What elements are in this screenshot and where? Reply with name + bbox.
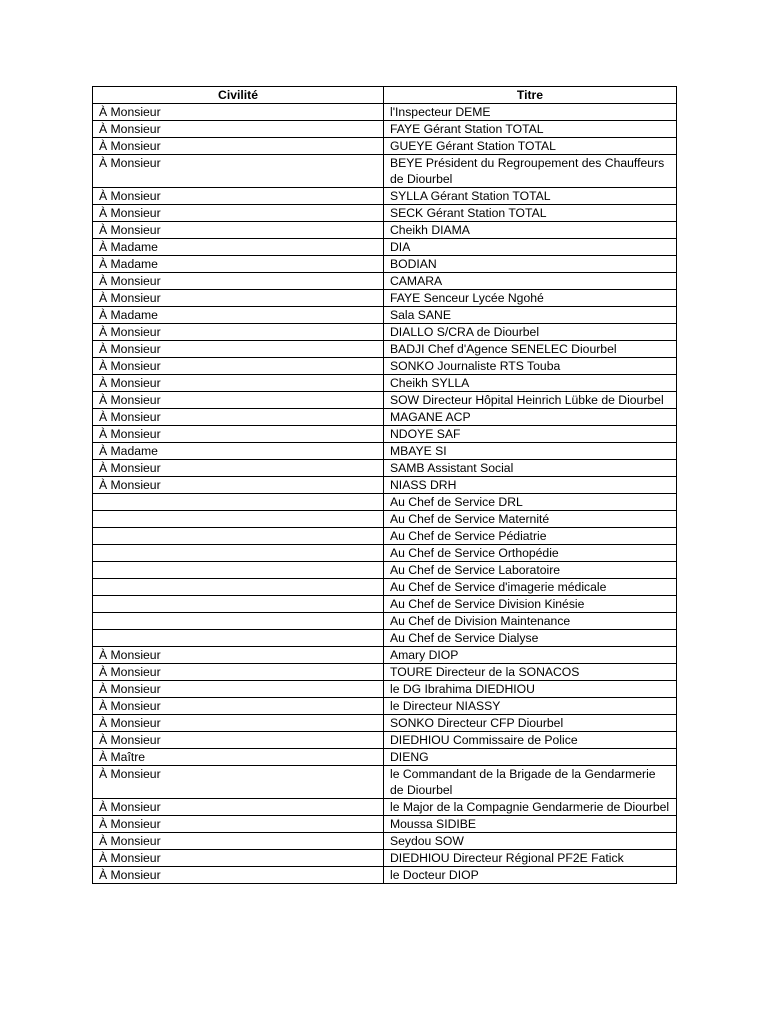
titre-cell: FAYE Gérant Station TOTAL [384, 121, 677, 138]
titre-cell: Au Chef de Service Pédiatrie [384, 528, 677, 545]
titre-cell: Au Chef de Service Dialyse [384, 630, 677, 647]
table-row [93, 460, 677, 477]
civilite-cell: À Madame [93, 443, 384, 460]
civilite-cell: À Monsieur [93, 104, 384, 121]
table-row [93, 290, 677, 307]
titre-cell: FAYE Senceur Lycée Ngohé [384, 290, 677, 307]
civilite-cell [93, 562, 384, 579]
civilite-cell [93, 511, 384, 528]
titre-cell: SECK Gérant Station TOTAL [384, 205, 677, 222]
table-row [93, 188, 677, 205]
titre-cell: Au Chef de Division Maintenance [384, 613, 677, 630]
civilite-cell: À Monsieur [93, 341, 384, 358]
civilite-cell: À Monsieur [93, 290, 384, 307]
table-row [93, 850, 677, 867]
civilite-cell: À Madame [93, 307, 384, 324]
titre-cell: SONKO Directeur CFP Diourbel [384, 715, 677, 732]
table-row [93, 222, 677, 239]
civilite-cell: À Monsieur [93, 222, 384, 239]
titre-cell: Au Chef de Service Maternité [384, 511, 677, 528]
table-row [93, 630, 677, 647]
civilite-cell: À Monsieur [93, 698, 384, 715]
table-row [93, 443, 677, 460]
titre-cell: Seydou SOW [384, 833, 677, 850]
table-row [93, 799, 677, 816]
civilite-cell: À Monsieur [93, 833, 384, 850]
civilite-cell [93, 528, 384, 545]
civilite-cell: À Monsieur [93, 799, 384, 816]
civilite-cell: À Monsieur [93, 732, 384, 749]
civilite-cell: À Monsieur [93, 766, 384, 799]
table-row [93, 833, 677, 850]
civilite-cell: À Madame [93, 256, 384, 273]
table-row [93, 256, 677, 273]
civilite-cell: À Monsieur [93, 647, 384, 664]
header-titre: Titre [384, 87, 677, 104]
titre-cell: l'Inspecteur DEME [384, 104, 677, 121]
table-row [93, 375, 677, 392]
civilite-cell: À Monsieur [93, 715, 384, 732]
titre-cell: GUEYE Gérant Station TOTAL [384, 138, 677, 155]
titre-cell: Au Chef de Service Laboratoire [384, 562, 677, 579]
header-civilite: Civilité [93, 87, 384, 104]
titre-cell: SONKO Journaliste RTS Touba [384, 358, 677, 375]
table-row [93, 613, 677, 630]
civilite-cell: À Monsieur [93, 358, 384, 375]
table-row [93, 698, 677, 715]
civilite-cell: À Monsieur [93, 375, 384, 392]
civilite-cell [93, 494, 384, 511]
table-row [93, 596, 677, 613]
table-row [93, 392, 677, 409]
civilite-cell: À Monsieur [93, 681, 384, 698]
table-row [93, 562, 677, 579]
table-row [93, 409, 677, 426]
titre-cell: Amary DIOP [384, 647, 677, 664]
table-row [93, 426, 677, 443]
table-row [93, 121, 677, 138]
table-row [93, 715, 677, 732]
civilite-cell [93, 613, 384, 630]
civilite-cell: À Madame [93, 239, 384, 256]
civilite-cell: À Monsieur [93, 392, 384, 409]
titre-cell: BEYE Président du Regroupement des Chauffeurs de Diourbel [384, 155, 677, 188]
civilite-cell: À Monsieur [93, 664, 384, 681]
titre-cell: DIA [384, 239, 677, 256]
table-row [93, 528, 677, 545]
titre-cell: TOURE Directeur de la SONACOS [384, 664, 677, 681]
titre-cell: DIEDHIOU Commissaire de Police [384, 732, 677, 749]
titre-cell: le DG Ibrahima DIEDHIOU [384, 681, 677, 698]
titre-cell: SOW Directeur Hôpital Heinrich Lübke de Diourbel [384, 392, 677, 409]
titre-cell: SYLLA Gérant Station TOTAL [384, 188, 677, 205]
civilite-cell: À Monsieur [93, 426, 384, 443]
table-row [93, 104, 677, 121]
titre-cell: le Commandant de la Brigade de la Gendarmerie de Diourbel [384, 766, 677, 799]
table-row [93, 155, 677, 188]
table-row [93, 307, 677, 324]
titre-cell: le Major de la Compagnie Gendarmerie de Diourbel [384, 799, 677, 816]
titre-cell: DIEDHIOU Directeur Régional PF2E Fatick [384, 850, 677, 867]
civilite-cell: À Monsieur [93, 409, 384, 426]
titre-cell: Sala SANE [384, 307, 677, 324]
titre-cell: SAMB Assistant Social [384, 460, 677, 477]
table-row [93, 664, 677, 681]
civilite-cell: À Monsieur [93, 460, 384, 477]
titre-cell: Cheikh SYLLA [384, 375, 677, 392]
table-row [93, 766, 677, 799]
titre-cell: MAGANE ACP [384, 409, 677, 426]
titre-cell: CAMARA [384, 273, 677, 290]
table-row [93, 732, 677, 749]
titre-cell: Au Chef de Service d'imagerie médicale [384, 579, 677, 596]
civilite-cell: À Monsieur [93, 816, 384, 833]
table-body [93, 104, 677, 884]
titre-cell: Cheikh DIAMA [384, 222, 677, 239]
civilite-cell: À Monsieur [93, 273, 384, 290]
titre-cell: Au Chef de Service DRL [384, 494, 677, 511]
titre-cell: NIASS DRH [384, 477, 677, 494]
civilite-cell: À Monsieur [93, 188, 384, 205]
titre-cell: le Directeur NIASSY [384, 698, 677, 715]
titre-cell: le Docteur DIOP [384, 867, 677, 884]
civilite-cell [93, 596, 384, 613]
table-row [93, 681, 677, 698]
titre-cell: NDOYE SAF [384, 426, 677, 443]
civilite-cell: À Monsieur [93, 477, 384, 494]
table-row [93, 867, 677, 884]
civilite-cell: À Maître [93, 749, 384, 766]
civilite-cell: À Monsieur [93, 324, 384, 341]
civilite-cell [93, 630, 384, 647]
civilite-cell: À Monsieur [93, 121, 384, 138]
titre-cell: BODIAN [384, 256, 677, 273]
table-row [93, 273, 677, 290]
titre-cell: MBAYE SI [384, 443, 677, 460]
table-row [93, 324, 677, 341]
civilite-cell: À Monsieur [93, 850, 384, 867]
civilite-cell: À Monsieur [93, 155, 384, 188]
table-row [93, 494, 677, 511]
titre-cell: DIENG [384, 749, 677, 766]
recipient-table [92, 86, 677, 884]
civilite-cell [93, 579, 384, 596]
civilite-cell [93, 545, 384, 562]
table-row [93, 749, 677, 766]
table-row [93, 205, 677, 222]
titre-cell: BADJI Chef d'Agence SENELEC Diourbel [384, 341, 677, 358]
table-row [93, 477, 677, 494]
table-row [93, 647, 677, 664]
civilite-cell: À Monsieur [93, 205, 384, 222]
civilite-cell: À Monsieur [93, 138, 384, 155]
table-row [93, 579, 677, 596]
titre-cell: Au Chef de Service Division Kinésie [384, 596, 677, 613]
titre-cell: Moussa SIDIBE [384, 816, 677, 833]
table-row [93, 341, 677, 358]
titre-cell: Au Chef de Service Orthopédie [384, 545, 677, 562]
titre-cell: DIALLO S/CRA de Diourbel [384, 324, 677, 341]
civilite-cell: À Monsieur [93, 867, 384, 884]
table-row [93, 511, 677, 528]
table-row [93, 545, 677, 562]
table-row [93, 239, 677, 256]
table-row [93, 138, 677, 155]
table-row [93, 358, 677, 375]
table-row [93, 816, 677, 833]
table-header-row [93, 87, 677, 104]
